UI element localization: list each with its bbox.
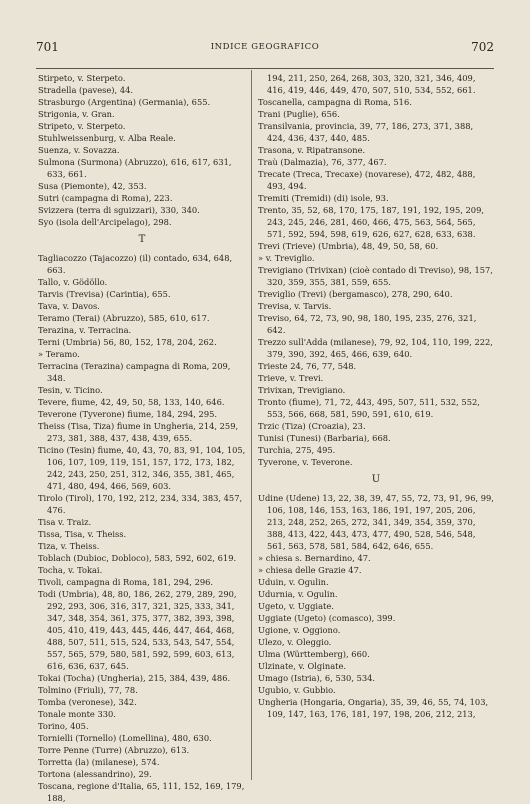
- index-entry: Terazina, v. Terracina.: [38, 325, 132, 335]
- index-entry: » chiesa delle Grazie 47.: [258, 565, 362, 575]
- index-entry: Tevere, fiume, 42, 49, 50, 58, 133, 140, 646.: [38, 397, 225, 407]
- index-entry: Ticino (Tesin) fiume, 40, 43, 70, 83, 91, 104, 105, 106, 107, 109, 119, 151, 157, 172, 173, 182, 242, 243, 250, 251, 312, 346, 355, 381, 465, 471, 480, 494, 466, 569, 603.: [38, 445, 246, 491]
- index-entry: Strigonia, v. Gran.: [38, 109, 115, 119]
- index-entry: Torino, 405.: [38, 721, 89, 731]
- index-entry: Strasburgo (Argentina) (Germania), 655.: [38, 97, 211, 107]
- section-letter: T: [138, 234, 146, 245]
- index-entry: Trento, 35, 52, 68, 170, 175, 187, 191, 192, 195, 209, 243, 245, 246, 281, 460, 466, 475, 563, 564, 565, 571, 592, 594, 598, 619, 626, 627, 628, 633, 638.: [258, 205, 484, 239]
- index-entry: Susa (Piemonte), 42, 353.: [38, 181, 147, 191]
- column-divider: [251, 70, 252, 780]
- index-entry: Tortona (alessandrino), 29.: [38, 769, 152, 779]
- index-entry: Trezzo sull'Adda (milanese), 79, 92, 104, 110, 199, 222, 379, 390, 392, 465, 466, 639, 640.: [258, 337, 493, 359]
- index-entry: Teverone (Tyverone) fiume, 184, 294, 295.: [38, 409, 218, 419]
- index-entry: Ugeto, v. Uggiate.: [258, 601, 334, 611]
- index-entry: Tisa v. Traiz.: [38, 517, 92, 527]
- index-entry: Tagliacozzo (Tajacozzo) (il) contado, 634, 648, 663.: [38, 253, 233, 275]
- section-letter: U: [371, 474, 381, 485]
- index-entry: Tallo, v. Gödöllo.: [38, 277, 108, 287]
- left-column: [38, 72, 246, 804]
- index-entry: Theiss (Tisa, Tiza) fiume in Ungheria, 214, 259, 273, 381, 388, 437, 438, 439, 655.: [38, 421, 239, 443]
- index-entry: Umago (Istria), 6, 530, 534.: [258, 673, 376, 683]
- index-entry: Toscanella, campagna di Roma, 516.: [258, 97, 412, 107]
- index-entry: Tornielli (Tornello) (Lomellina), 480, 630.: [38, 733, 212, 743]
- index-entry: Suenza, v. Sovazza.: [38, 145, 120, 155]
- index-entry: Tunisi (Tunesi) (Barbaria), 668.: [258, 433, 391, 443]
- index-entry: » chiesa s. Bernardino, 47.: [258, 553, 371, 563]
- index-entry: Trasona, v. Ripatransone.: [258, 145, 366, 155]
- index-entry: Ulzinate, v. Olginate.: [258, 661, 347, 671]
- index-entry: Tyverone, v. Teverone.: [258, 457, 353, 467]
- running-title: INDICE GEOGRAFICO: [210, 42, 320, 52]
- index-entry: Syo (isola dell'Arcipelago), 298.: [38, 217, 172, 227]
- index-entry: Stradella (pavese), 44.: [38, 85, 134, 95]
- index-entry: Teramo (Terai) (Abruzzo), 585, 610, 617.: [38, 313, 210, 323]
- page-number-left: 701: [36, 40, 59, 54]
- index-entry: Ugubio, v. Gubbio.: [258, 685, 336, 695]
- index-entry: Stripeto, v. Sterpeto.: [38, 121, 126, 131]
- index-entry: Tarvis (Trevisa) (Carintia), 655.: [38, 289, 171, 299]
- right-column: [258, 72, 494, 720]
- index-entry: Sutri (campagna di Roma), 223.: [38, 193, 173, 203]
- index-entry: Stuhlweissenburg, v. Alba Reale.: [38, 133, 176, 143]
- index-entry: Uduin, v. Ogulin.: [258, 577, 329, 587]
- index-entry: Trzic (Tiza) (Croazia), 23.: [258, 421, 366, 431]
- index-entry: Treviso, 64, 72, 73, 90, 98, 180, 195, 235, 276, 321, 642.: [258, 313, 477, 335]
- index-entry: » Teramo.: [38, 349, 80, 359]
- index-entry: Tocha, v. Tokai.: [38, 565, 103, 575]
- index-entry: Torretta (la) (milanese), 574.: [38, 757, 160, 767]
- index-entry: Udine (Udene) 13, 22, 38, 39, 47, 55, 72, 73, 91, 96, 99, 106, 108, 146, 153, 163, 186, 191, 197, 205, 206, 213, 248, 252, 265, 272, 341, 349, 354, 359, 370, 388, 413, 422, 443, 473, 477, 490, 528, 546, 548, 561, 563, 578, 581, 584, 642, 646, 655.: [258, 493, 494, 551]
- index-entry: Traù (Dalmazia), 76, 377, 467.: [258, 157, 387, 167]
- index-entry: Stirpeto, v. Sterpeto.: [38, 73, 126, 83]
- index-entry: Uggiate (Ugeto) (comasco), 399.: [258, 613, 396, 623]
- index-entry: Tokai (Tocha) (Ungheria), 215, 384, 439, 486.: [38, 673, 231, 683]
- page-number-right: 702: [471, 40, 494, 54]
- index-entry: Ugione, v. Oggiono.: [258, 625, 341, 635]
- index-entry: Tronto (fiume), 71, 72, 443, 495, 507, 511, 532, 552, 553, 566, 668, 581, 590, 591, 610, 619.: [258, 397, 480, 419]
- header-rule: [36, 68, 494, 69]
- index-entry: Trani (Puglie), 656.: [258, 109, 340, 119]
- index-entry: Turchia, 275, 495.: [258, 445, 336, 455]
- index-entry: Terni (Umbria) 56, 80, 152, 178, 204, 262.: [38, 337, 217, 347]
- index-entry: Udurnia, v. Ogulin.: [258, 589, 338, 599]
- index-entry: Tirolo (Tirol), 170, 192, 212, 234, 334, 383, 457, 476.: [38, 493, 243, 515]
- index-entry: Trevisa, v. Tarvis.: [258, 301, 332, 311]
- index-entry: Tolmino (Friuli), 77, 78.: [38, 685, 138, 695]
- index-entry: Toscana, regione d'Italia, 65, 111, 152, 169, 179, 188,: [38, 781, 245, 803]
- index-entry: Treviglio (Trevi) (bergamasco), 278, 290, 640.: [258, 289, 453, 299]
- index-entry: Tomba (veronese), 342.: [38, 697, 137, 707]
- index-entry: Sulmona (Surmona) (Abruzzo), 616, 617, 631, 633, 661.: [38, 157, 232, 179]
- index-entry: Tremiti (Tremidi) (di) isole, 93.: [258, 193, 389, 203]
- index-entry: Ulma (Württemberg), 660.: [258, 649, 370, 659]
- index-entry: Trevi (Trieve) (Umbria), 48, 49, 50, 58, 60.: [258, 241, 439, 251]
- index-entry: Trecate (Treca, Trecaxe) (novarese), 472, 482, 488, 493, 494.: [258, 169, 476, 191]
- index-entry: Terracina (Terazina) campagna di Roma, 209, 348.: [38, 361, 231, 383]
- index-entry: Svizzera (terra di sguizzari), 330, 340.: [38, 205, 200, 215]
- index-entry: Ungheria (Hongaria, Ongaria), 35, 39, 46, 55, 74, 103, 109, 147, 163, 176, 181, 197, 198, 206, 212, 213,: [258, 697, 489, 719]
- index-entry: Trevigiano (Trivixan) (cioè contado di Treviso), 98, 157, 320, 359, 355, 381, 559, 655.: [258, 265, 493, 287]
- index-entry: 194, 211, 250, 264, 268, 303, 320, 321, 346, 409, 416, 419, 446, 449, 470, 507, 510, 534, 552, 661.: [267, 73, 476, 95]
- index-entry: Trieste 24, 76, 77, 548.: [258, 361, 357, 371]
- index-entry: Tiza, v. Theiss.: [38, 541, 100, 551]
- index-entry: Ulezo, v. Oleggio.: [258, 637, 332, 647]
- index-entry: Tivoli, campagna di Roma, 181, 294, 296.: [38, 577, 214, 587]
- index-entry: Tissa, Tisa, v. Theiss.: [38, 529, 127, 539]
- index-entry: Todi (Umbria), 48, 80, 186, 262, 279, 289, 290, 292, 293, 306, 316, 317, 321, 325, 333, 341, 347, 348, 354, 361, 375, 377, 382, 393, 398, 405, 410, 419, 443, 445, 446, 447, 464, 468, 488, 507, 511, 515, 524, 533, 543, 547, 554, 557, 565, 579, 580, 581, 592, 599, 603, 613, 616, 636, 637, 645.: [38, 589, 237, 671]
- index-entry: Trieve, v. Trevi.: [258, 373, 324, 383]
- index-entry: Tesin, v. Ticino.: [38, 385, 103, 395]
- index-entry: Toblach (Dubioc, Dobloco), 583, 592, 602, 619.: [38, 553, 237, 563]
- index-entry: » v. Treviglio.: [258, 253, 315, 263]
- page-header: [36, 40, 494, 60]
- index-entry: Trivixan, Trevigiano.: [258, 385, 346, 395]
- index-entry: Tava, v. Davos.: [38, 301, 100, 311]
- index-entry: Transilvania, provincia, 39, 77, 186, 273, 371, 388, 424, 436, 437, 440, 485.: [258, 121, 474, 143]
- index-entry: Tonale monte 330.: [38, 709, 116, 719]
- index-entry: Torre Penne (Turre) (Abruzzo), 613.: [38, 745, 190, 755]
